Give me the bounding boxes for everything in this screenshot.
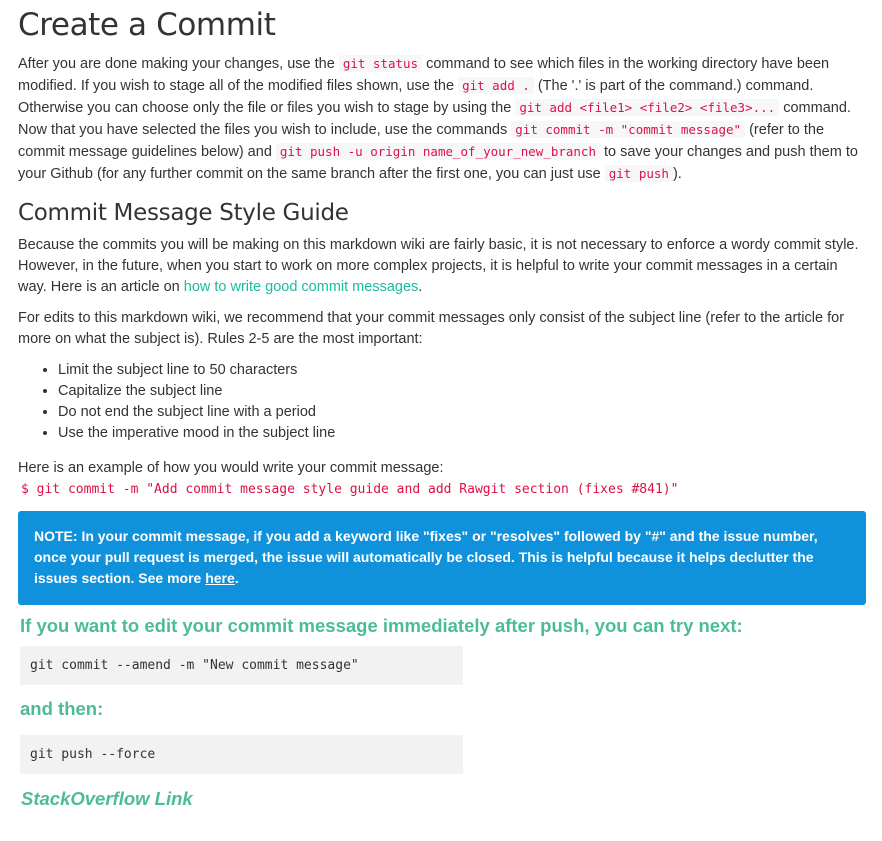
note-here-link[interactable]: here (205, 570, 235, 586)
note-text: NOTE: In your commit message, if you add a keyword like "fixes" or "resolves" followed by "#" and the issue number, once your pull request is merged, the issue will automatically be closed. This is helpful because it helps declutter the issues section. See more (34, 528, 818, 586)
code-git-commit: git commit -m "commit message" (511, 121, 745, 138)
rules-list (18, 360, 866, 444)
code-git-status: git status (339, 55, 422, 72)
text: command to see which files in the working directory have been modified. If you wish to stage all of the modified files shown, use the (18, 56, 830, 94)
rule-item: • Use the imperative mood in the subject line (58, 423, 866, 444)
text: Because the commits you will be making on this markdown wiki are fairly basic, it is not necessary to enforce a wordy commit style. However, in the future, when you start to work on more complex projects, it is helpful to write your commit messages in a certain way. Here is an article on (18, 237, 859, 295)
amend-section (0, 614, 882, 812)
text: . (234, 570, 239, 586)
rule-item: • Do not end the subject line with a period (58, 402, 866, 423)
rules-intro: For edits to this markdown wiki, we recommend that your commit messages only consist of the subject line (refer to the article for more on what the subject is). Rules 2-5 are the most important: (18, 310, 845, 347)
text: After you are done making your changes, use the (18, 56, 339, 72)
example-command: $ git commit -m "Add commit message style guide and add Rawgit section (fixes #841)" (21, 482, 679, 497)
note-callout (18, 511, 866, 605)
stackoverflow-link[interactable]: StackOverflow Link (21, 788, 193, 809)
page-title: Create a Commit (18, 7, 276, 43)
example-intro: Here is an example of how you would write your commit message: (18, 460, 444, 476)
rule-item: • Capitalize the subject line (58, 381, 866, 402)
amend-command-block: git commit --amend -m "New commit message" (20, 646, 463, 685)
text: (The '.' is part of the command.) command. Otherwise you can choose only the file or files you wish to stage by using the (18, 78, 814, 116)
force-push-command-block: git push --force (20, 735, 463, 774)
style-guide-intro (18, 235, 866, 298)
amend-heading: If you want to edit your commit message immediately after push, you can try next: (20, 615, 743, 636)
text: to save your changes and push them to your Github (for any further commit on the same branch after the first one, you can just use (18, 144, 858, 182)
and-then-heading: and then: (20, 698, 104, 719)
text: ). (672, 166, 682, 182)
text: . (418, 279, 423, 295)
example-block (18, 458, 866, 500)
document (0, 6, 866, 605)
create-commit-paragraph (18, 53, 866, 185)
code-git-add-files: git add <file1> <file2> <file3>... (515, 99, 779, 116)
text: (refer to the commit message guidelines below) and (18, 122, 825, 160)
text: command. Now that you have selected the files you wish to include, use the commands (18, 100, 851, 138)
code-git-add-all: git add . (458, 77, 534, 94)
code-git-push: git push (605, 165, 673, 182)
commit-messages-article-link[interactable]: how to write good commit messages (183, 279, 419, 295)
style-guide-heading: Commit Message Style Guide (18, 200, 349, 226)
rule-item: • Limit the subject line to 50 characters (58, 360, 866, 381)
code-git-push-upstream: git push -u origin name_of_your_new_branch (276, 143, 600, 160)
